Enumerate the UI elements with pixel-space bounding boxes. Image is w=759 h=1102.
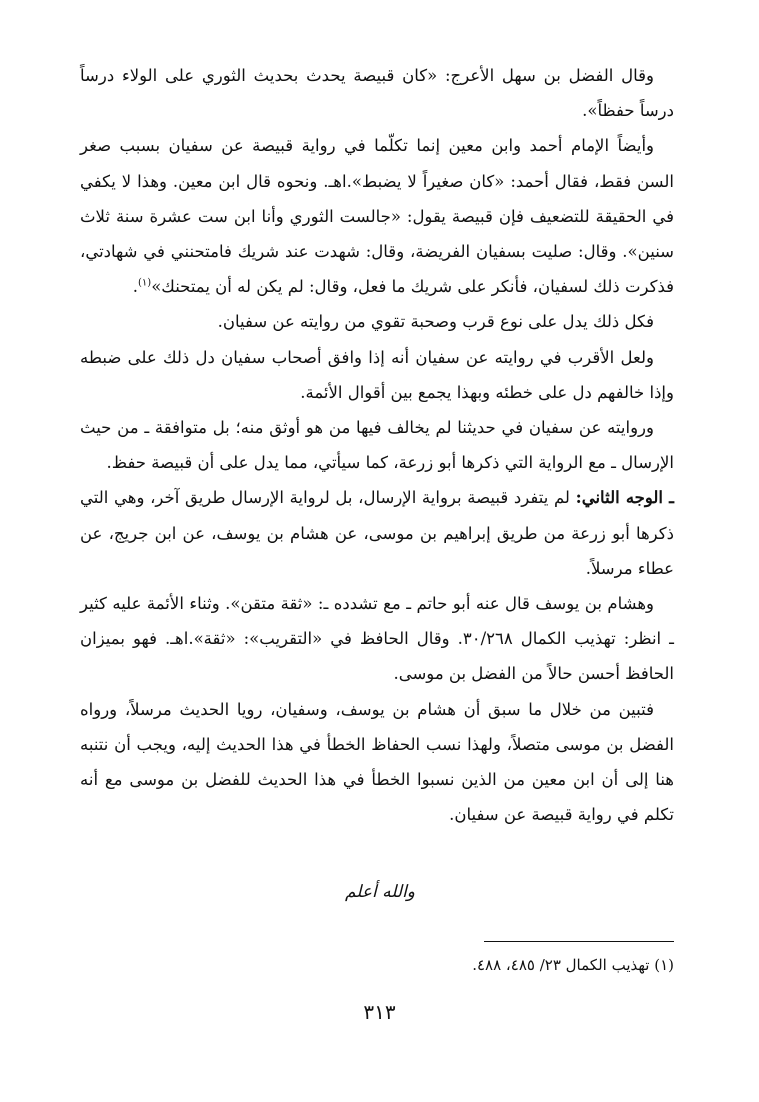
paragraph-2-end: . xyxy=(132,277,138,297)
section-heading: ـ الوجه الثاني: xyxy=(575,488,674,508)
paragraph-2 xyxy=(80,128,674,304)
paragraph-6 xyxy=(80,480,674,586)
paragraph-4: ولعل الأقرب في روايته عن سفيان أنه إذا وافق أصحاب سفيان دل ذلك على ضبطه وإذا خالفهم دل على خطئه وبهذا يجمع بين أقوال الأئمة. xyxy=(80,347,674,402)
paragraph-3: فكل ذلك يدل على نوع قرب وصحبة تقوي من روايته عن سفيان. xyxy=(217,312,654,332)
closing-phrase: والله أعلم xyxy=(344,882,416,902)
paragraph-7: وهشام بن يوسف قال عنه أبو حاتم ـ مع تشدده ـ: «ثقة متقن». وثناء الأئمة عليه كثير ـ انظر: تهذيب الكمال ٣٠/٢٦٨. وقال الحافظ في «التقريب»: «ثقة».اهـ. فهو بميزان الحافظ أحسن حالاً من الفضل بن موسى. xyxy=(80,594,674,684)
footnote: (١) تهذيب الكمال ٢٣/ ٤٨٥، ٤٨٨. xyxy=(472,956,674,974)
paragraph-5: وروايته عن سفيان في حديثنا لم يخالف فيها من هو أوثق منه؛ بل متوافقة ـ من حيث الإرسال ـ مع الرواية التي ذكرها أبو زرعة، كما سيأتي، مما يدل على أن قبيصة حفظ. xyxy=(80,418,674,473)
footnote-ref[interactable]: (١) xyxy=(138,277,152,289)
paragraph-1: وقال الفضل بن سهل الأعرج: «كان قبيصة يحدث بحديث الثوري على الولاء درساً درساً حفظاً». xyxy=(80,66,674,121)
footnote-divider xyxy=(484,941,674,942)
paragraph-6-text: لم يتفرد قبيصة برواية الإرسال، بل لرواية الإرسال طريق آخر، وهي التي ذكرها أبو زرعة من طريق إبراهيم بن موسى، عن هشام بن يوسف، عن ابن جريج، عن عطاء مرسلاً. xyxy=(80,488,674,578)
page-number: ٣١٣ xyxy=(363,1000,396,1024)
paragraph-2-text: وأيضاً الإمام أحمد وابن معين إنما تكلّما في رواية قبيصة عن سفيان بسبب صغر السن فقط، فقال أحمد: «كان صغيراً لا يضبط».اهـ. ونحوه قال ابن معين. وهذا لا يكفي في الحقيقة للتضعيف فإن قبيصة يقول: «جالست الثوري وأنا ابن ست عشرة سنة ثلاث سنين». وقال: صليت بسفيان الفريضة، وقال: شهدت عند شريك فامتحنني في شهادتي، فذكرت ذلك لسفيان، فأنكر على شريك ما فعل، وقال: لم يكن له أن يمتحنك» xyxy=(80,136,674,297)
main-text xyxy=(80,58,674,832)
paragraph-8: فتبين من خلال ما سبق أن هشام بن يوسف، وسفيان، رويا الحديث مرسلاً، ورواه الفضل بن موسى متصلاً، ولهذا نسب الحفاظ الخطأ في هذا الحديث إليه، ويجب أن نتنبه هنا إلى أن ابن معين من الذين نسبوا الخطأ في هذا الحديث للفضل بن موسى مع أنه تكلم في رواية قبيصة عن سفيان. xyxy=(80,699,674,825)
